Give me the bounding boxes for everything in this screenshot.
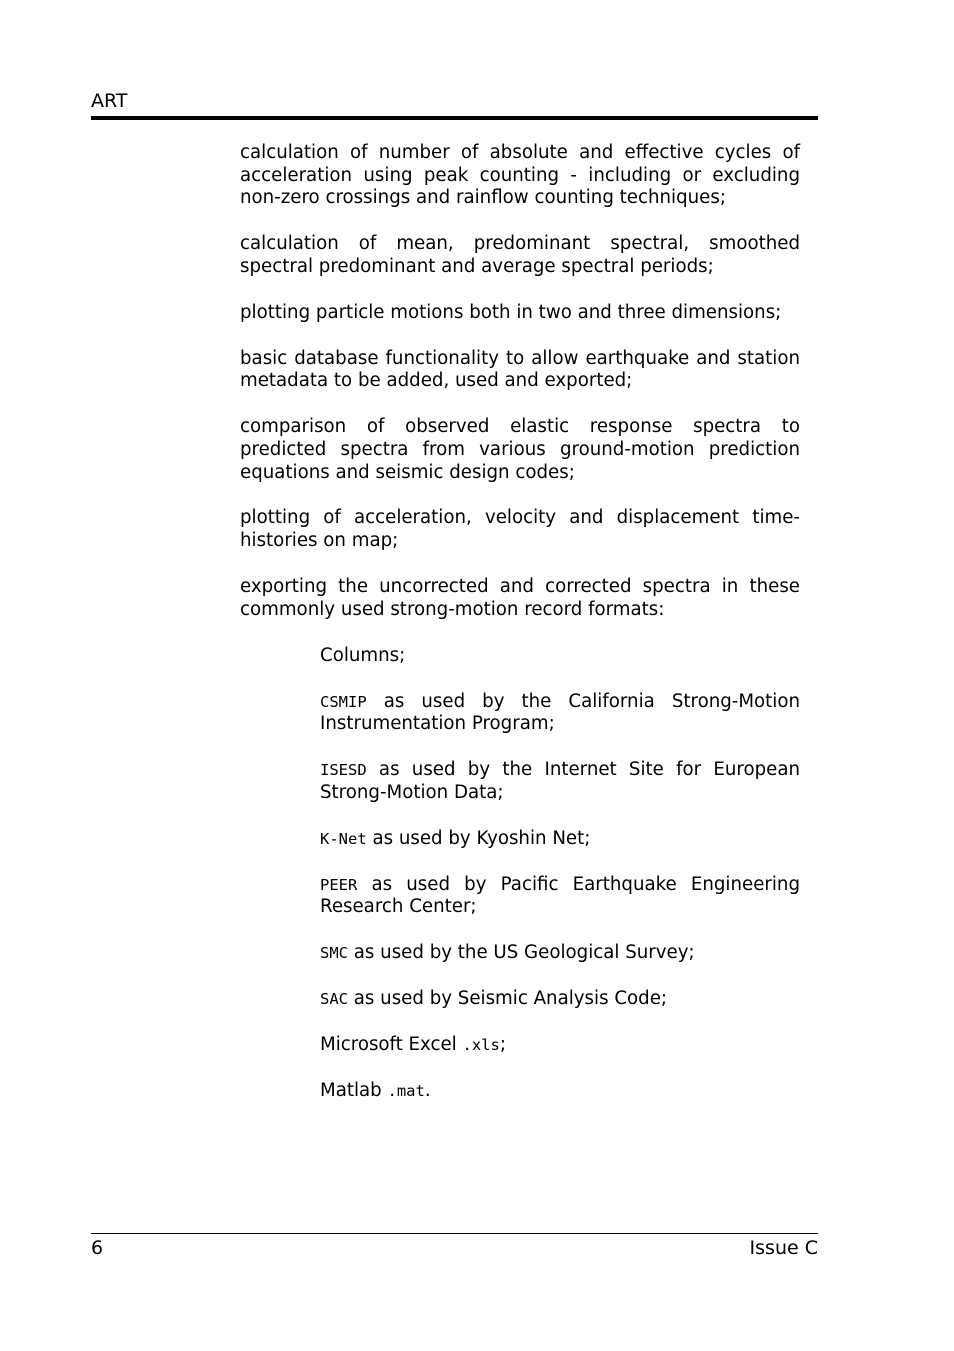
format-item-isesd xyxy=(320,759,800,804)
format-code: SMC xyxy=(320,944,348,963)
format-text: Microsoft Excel xyxy=(320,1034,463,1056)
format-item-sac xyxy=(320,988,800,1011)
format-code: ISESD xyxy=(320,761,367,780)
export-formats-list xyxy=(320,645,800,1103)
feature-item-cycles: calculation of number of absolute and effective cycles of acceleration using peak counting - including or excluding non-zero crossings and rainflow counting techniques; xyxy=(240,142,800,209)
format-extension: .xls xyxy=(462,1036,500,1055)
format-text: Columns; xyxy=(320,644,406,666)
format-item-smc xyxy=(320,942,800,965)
format-text: as used by the California Strong-Motion Instrumentation Program; xyxy=(320,690,800,735)
format-text: as used by Seismic Analysis Code; xyxy=(348,988,668,1010)
format-text: as used by Kyoshin Net; xyxy=(366,827,591,849)
issue-label: Issue C xyxy=(749,1237,818,1259)
footer-rule xyxy=(91,1233,818,1234)
format-code: SAC xyxy=(320,990,348,1009)
format-suffix: . xyxy=(424,1080,431,1102)
feature-item-database: basic database functionality to allow earthquake and station metadata to be added, used and exported; xyxy=(240,347,800,392)
feature-item-map-plotting: plotting of acceleration, velocity and displacement time-histories on map; xyxy=(240,507,800,552)
feature-item-spectra-comparison: comparison of observed elastic response spectra to predicted spectra from various ground-motion prediction equations and seismic design codes; xyxy=(240,416,800,483)
format-item-csmip xyxy=(320,691,800,736)
format-item-excel xyxy=(320,1034,800,1057)
feature-item-periods: calculation of mean, predominant spectral, smoothed spectral predominant and average spectral periods; xyxy=(240,233,800,277)
format-item-peer xyxy=(320,874,800,919)
page-number: 6 xyxy=(91,1237,104,1259)
format-text: as used by the US Geological Survey; xyxy=(348,942,695,964)
format-item-matlab xyxy=(320,1080,800,1103)
format-item-knet xyxy=(320,828,800,851)
feature-item-exporting: exporting the uncorrected and corrected spectra in these commonly used strong-motion record formats: xyxy=(240,576,800,620)
feature-list xyxy=(240,142,800,1126)
format-code: PEER xyxy=(320,875,358,894)
format-code: CSMIP xyxy=(320,692,367,711)
running-header-title: ART xyxy=(91,90,128,112)
header-rule xyxy=(91,116,818,120)
feature-item-particle-motions: plotting particle motions both in two and three dimensions; xyxy=(240,301,782,323)
format-suffix: ; xyxy=(499,1034,506,1056)
format-text: Matlab xyxy=(320,1080,388,1102)
format-text: as used by the Internet Site for European Strong-Motion Data; xyxy=(320,759,800,803)
format-item-columns xyxy=(320,645,800,668)
format-text: as used by Pacific Earthquake Engineering Research Center; xyxy=(320,873,800,918)
format-extension: .mat xyxy=(387,1082,425,1101)
format-code: K-Net xyxy=(320,829,367,848)
